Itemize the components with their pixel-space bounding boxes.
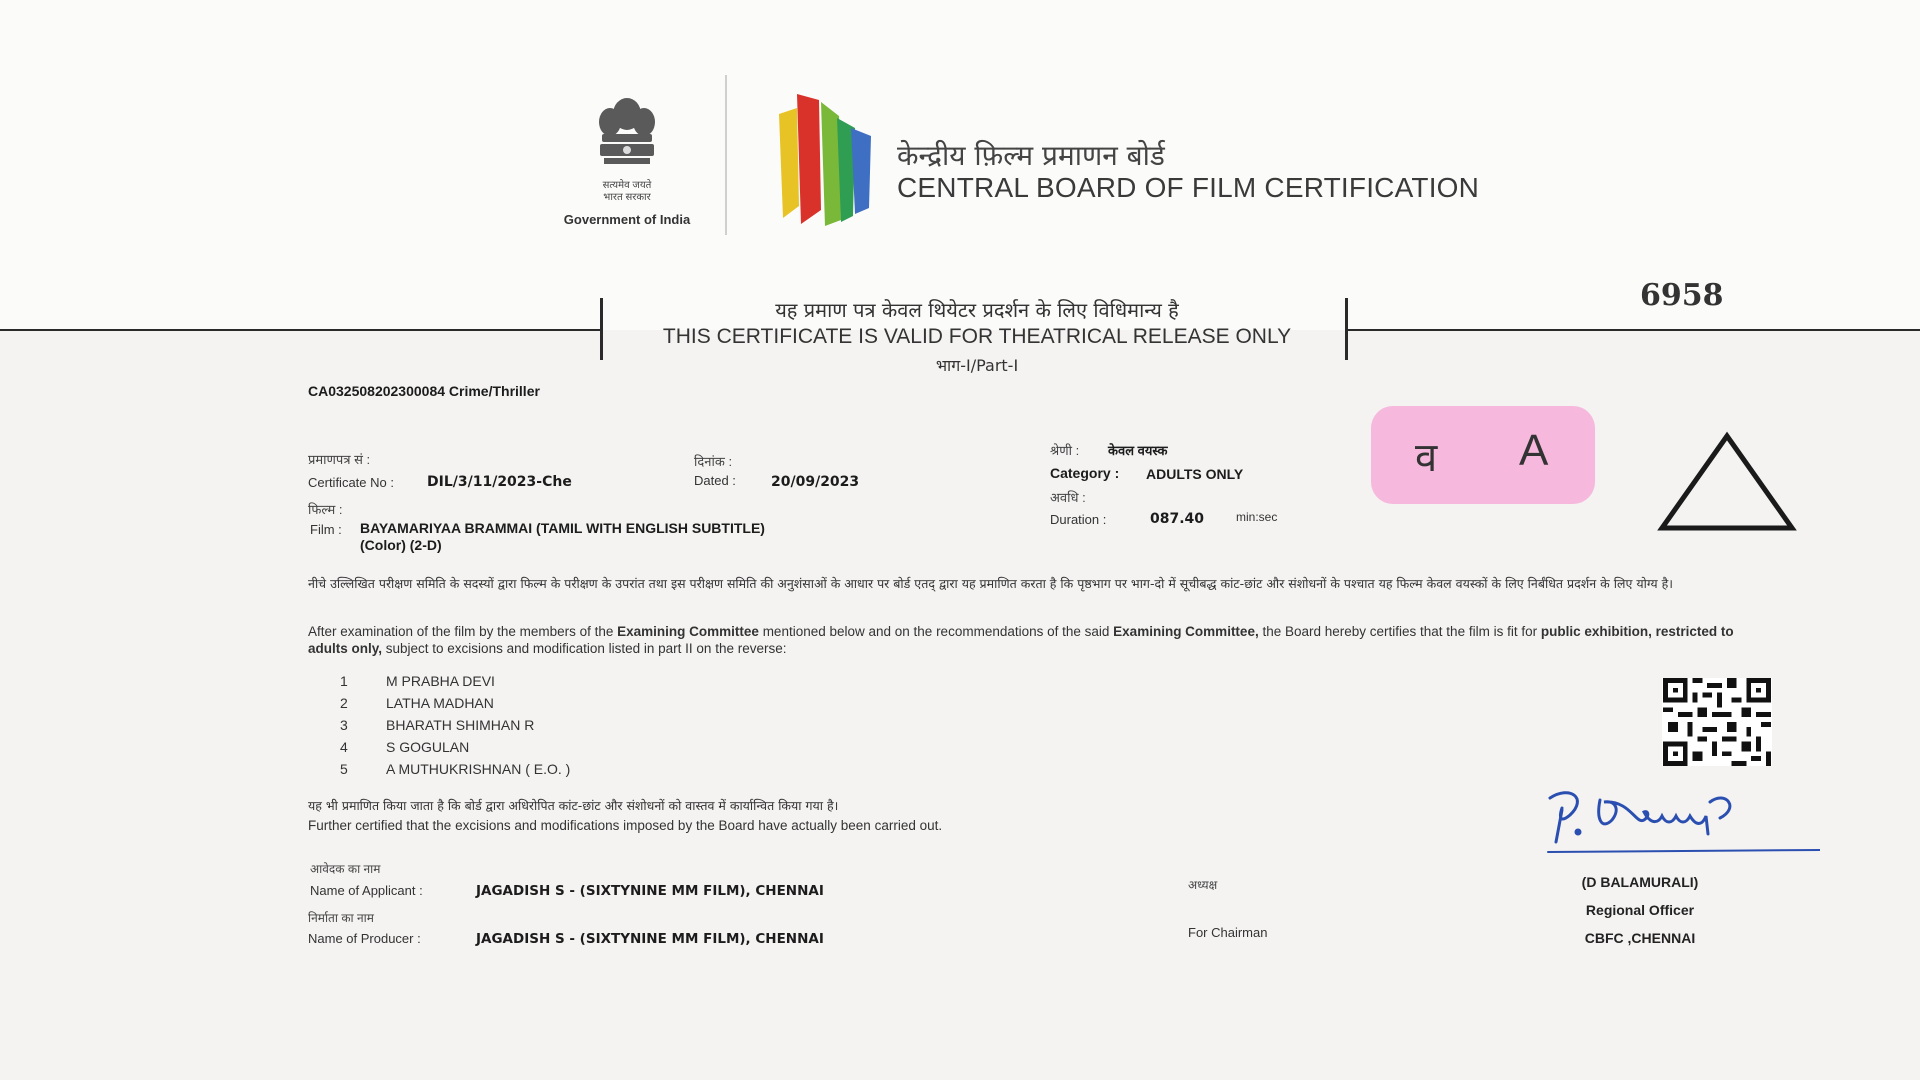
date-value: 20/09/2023 [771, 474, 860, 490]
cert-text-bold2: Examining Committee, [1113, 624, 1259, 639]
applicant-hindi: आवेदक का नाम [310, 862, 381, 876]
state-emblem-icon [588, 92, 666, 184]
duration-label: Duration : [1050, 512, 1107, 527]
cert-no-label: Certificate No : [308, 475, 394, 490]
applicant-value: JAGADISH S - (SIXTYNINE MM FILM), CHENNAI [476, 883, 824, 899]
duration-hindi: अवधि : [1050, 490, 1086, 505]
rating-badge-english: A [1519, 426, 1549, 475]
cert-text-part1: After examination of the film by the members of the [308, 624, 618, 639]
chairman-hindi: अध्यक्ष [1188, 878, 1218, 892]
officer-office: CBFC ,CHENNAI [1584, 930, 1696, 946]
committee-num: 5 [340, 761, 348, 777]
further-english: Further certified that the excisions and modifications imposed by the Board have actually been carried out. [308, 818, 943, 833]
committee-list [340, 670, 570, 780]
officer-title: Regional Officer [1585, 902, 1695, 918]
cbfc-logo-icon [775, 88, 883, 230]
qr-code-icon [1662, 678, 1772, 766]
board-name-english: CENTRAL BOARD OF FILM CERTIFICATION [897, 172, 1480, 203]
applicant-label: Name of Applicant : [310, 883, 423, 898]
validity-part: भाग-I/Part-I [935, 356, 1019, 375]
cert-no-value: DIL/3/11/2023-Che [427, 474, 572, 490]
film-label: Film : [310, 522, 342, 537]
chairman-english: For Chairman [1188, 925, 1268, 940]
rating-badge [1371, 406, 1595, 504]
triangle-icon [1656, 430, 1798, 534]
date-hindi: दिनांक : [694, 454, 733, 469]
further-hindi: यह भी प्रमाणित किया जाता है कि बोर्ड द्वारा अधिरोपित कांट-छांट और संशोधनों को वास्तव में कार्यान्वित किया गया है। [308, 798, 839, 813]
rating-badge-hindi: व [1415, 435, 1438, 481]
film-title: BAYAMARIYAA BRAMMAI (TAMIL WITH ENGLISH SUBTITLE) [360, 520, 765, 536]
date-label: Dated : [694, 473, 736, 488]
header-divider [725, 75, 727, 235]
list-item [340, 758, 570, 780]
duration-unit: min:sec [1236, 510, 1278, 524]
emblem-motto: सत्यमेव जयते [602, 180, 652, 191]
committee-name: M PRABHA DEVI [386, 673, 495, 689]
officer-name: (D BALAMURALI) [1581, 874, 1699, 890]
cert-text-part4: subject to excisions and modification listed in part II on the reverse: [382, 641, 787, 656]
committee-num: 1 [340, 673, 348, 689]
duration-value: 087.40 [1150, 511, 1205, 527]
producer-hindi: निर्माता का नाम [308, 911, 374, 925]
reference-number: CA032508202300084 Crime/Thriller [308, 383, 540, 399]
cert-no-hindi: प्रमाणपत्र सं : [308, 452, 371, 467]
list-item [340, 692, 570, 714]
cert-text-bold3: public exhibition, restricted to adults only, [308, 624, 1734, 656]
category-label: Category : [1050, 465, 1120, 481]
right-rule [1345, 329, 1920, 331]
film-hindi: फिल्म : [308, 502, 343, 517]
cert-text-part2: mentioned below and on the recommendations of the said [758, 624, 1114, 639]
producer-label: Name of Producer : [308, 931, 421, 946]
committee-num: 2 [340, 695, 348, 711]
list-item [340, 736, 570, 758]
category-hindi-label: श्रेणी : [1050, 443, 1080, 458]
left-bracket [600, 298, 603, 360]
committee-name: LATHA MADHAN [386, 695, 494, 711]
producer-value: JAGADISH S - (SIXTYNINE MM FILM), CHENNAI [476, 931, 824, 947]
cert-text-english [308, 623, 1738, 657]
committee-num: 4 [340, 739, 348, 755]
cert-text-hindi: नीचे उल्लिखित परीक्षण समिति के सदस्यों द्वारा फिल्म के परीक्षण के उपरांत तथा इस परीक्षण समिति की अनुशंसाओं के आधार पर बोर्ड एतद् द्वारा यह प्रमाणित करता है कि पृष्ठभाग पर भाग-दो में सूचीबद्ध कांट-छांट और संशोधनों के पश्चात यह फिल्म केवल वयस्कों के लिए निर्बंधित प्रदर्शन के लिए योग्य है। [308, 576, 1673, 591]
category-value: ADULTS ONLY [1146, 466, 1244, 482]
cert-text-bold1: Examining Committee [617, 624, 759, 639]
committee-name: BHARATH SHIMHAN R [386, 717, 535, 733]
emblem-caption: Government of India [563, 212, 691, 227]
validity-english: THIS CERTIFICATE IS VALID FOR THEATRICAL RELEASE ONLY [662, 325, 1292, 348]
list-item [340, 670, 570, 692]
qr-code [1662, 678, 1772, 766]
film-format: (Color) (2-D) [360, 537, 442, 553]
serial-number: 6958 [1640, 278, 1724, 313]
list-item [340, 714, 570, 736]
committee-name: A MUTHUKRISHNAN ( E.O. ) [386, 761, 571, 777]
committee-name: S GOGULAN [386, 739, 470, 755]
category-hindi-value: केवल वयस्क [1108, 443, 1168, 458]
board-name-hindi: केन्द्रीय फ़िल्म प्रमाणन बोर्ड [897, 139, 1165, 172]
signature [1540, 780, 1820, 860]
validity-hindi: यह प्रमाण पत्र केवल थियेटर प्रदर्शन के लिए विधिमान्य है [775, 298, 1179, 322]
cert-text-part3: the Board hereby certifies that the film is fit for [1258, 624, 1541, 639]
emblem-govt-hindi: भारत सरकार [603, 192, 651, 203]
left-rule [0, 329, 602, 331]
committee-num: 3 [340, 717, 348, 733]
